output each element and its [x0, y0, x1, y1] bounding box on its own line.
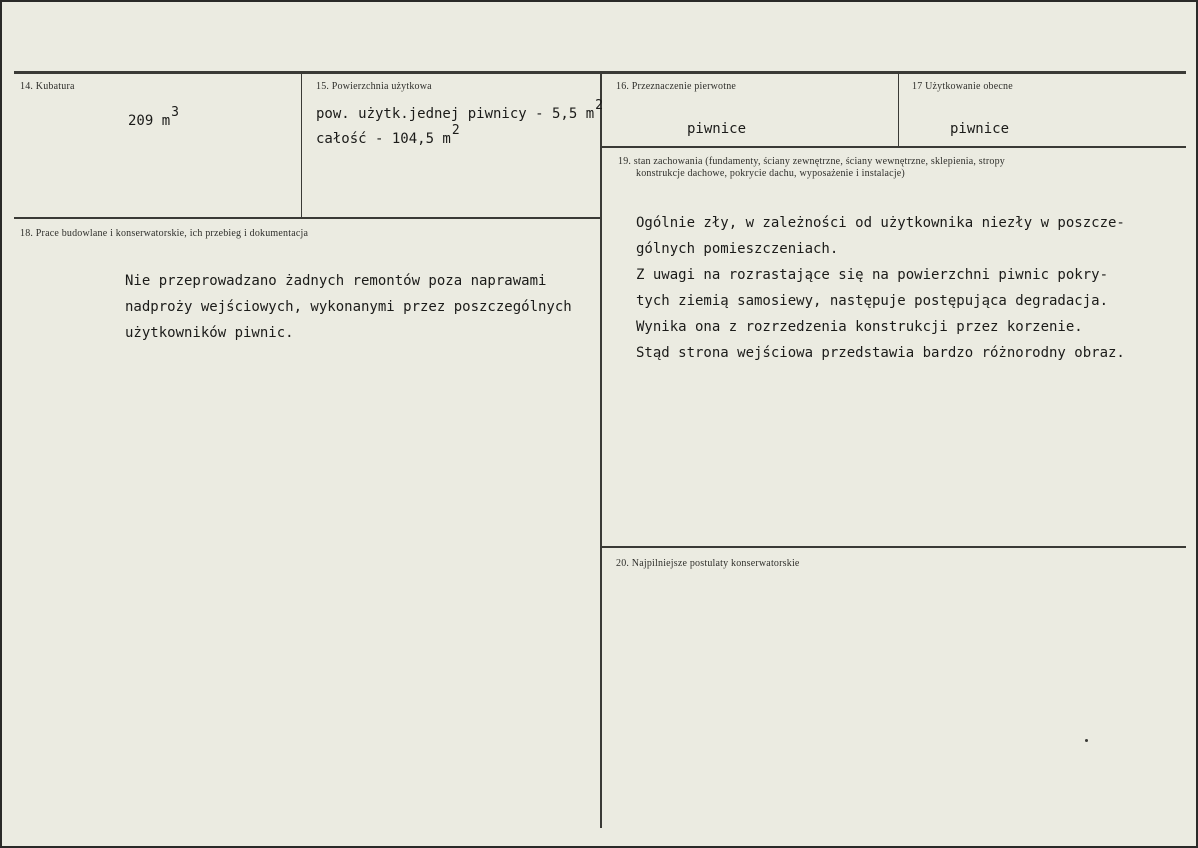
prace-label: 18. Prace budowlane i konserwatorskie, ich przebieg i dokumentacja: [20, 228, 309, 239]
postulaty-label: 20. Najpilniejsze postulaty konserwatorskie: [616, 558, 800, 569]
stan-zachowania-text: [636, 210, 1125, 366]
stan-zachowania-label-2: konstrukcje dachowe, pokrycie dachu, wyposażenie i instalacje): [636, 168, 905, 179]
ink-speck: [1085, 739, 1088, 742]
stan-zachowania-line: Stąd strona wejściowa przedstawia bardzo różnorodny obraz.: [636, 345, 1125, 361]
stan-zachowania-line: gólnych pomieszczeniach.: [636, 241, 839, 257]
divider-f16-f17: [898, 74, 899, 146]
prace-line: użytkowników piwnic.: [125, 325, 294, 341]
stan-zachowania-label-1: 19. stan zachowania (fundamenty, ściany zewnętrzne, ściany wewnętrzne, sklepienia, stropy: [618, 156, 1006, 167]
powierzchnia-line-1-exponent: 2: [595, 98, 603, 113]
prace-line: nadproży wejściowych, wykonanymi przez poszczególnych: [125, 299, 572, 315]
powierzchnia-line-1: [316, 98, 603, 122]
powierzchnia-line-2-text: całość - 104,5 m: [316, 131, 451, 147]
kubatura-value-exponent: 3: [171, 105, 179, 120]
powierzchnia-label: 15. Powierzchnia użytkowa: [316, 81, 432, 92]
powierzchnia-line-2: [316, 123, 460, 147]
rule-above-f20: [602, 546, 1186, 548]
rule-above-f18: [14, 217, 600, 219]
divider-left-right: [600, 74, 602, 828]
kubatura-value-text: 209 m: [128, 113, 171, 129]
powierzchnia-line-2-exponent: 2: [451, 123, 460, 138]
kubatura-value: [128, 105, 179, 129]
prace-text: [125, 268, 572, 346]
uzytkowanie-label: 17 Użytkowanie obecne: [912, 81, 1013, 92]
divider-f14-f15: [301, 74, 302, 218]
przeznaczenie-value: piwnice: [687, 121, 747, 137]
prace-line: Nie przeprowadzano żadnych remontów poza naprawami: [125, 273, 547, 289]
stan-zachowania-line: tych ziemią samosiewy, następuje postępująca degradacja.: [636, 293, 1109, 309]
uzytkowanie-value: piwnice: [950, 121, 1010, 137]
stan-zachowania-line: Z uwagi na rozrastające się na powierzchni piwnic pokry-: [636, 267, 1109, 283]
przeznaczenie-label: 16. Przeznaczenie pierwotne: [616, 81, 737, 92]
rule-above-f19: [602, 146, 1186, 148]
stan-zachowania-line: Wynika ona z rozrzedzenia konstrukcji przez korzenie.: [636, 319, 1083, 335]
stan-zachowania-line: Ogólnie zły, w zależności od użytkownika niezły w poszcze-: [636, 215, 1125, 231]
powierzchnia-line-1-text: pow. użytk.jednej piwnicy - 5,5 m: [316, 106, 595, 122]
kubatura-label: 14. Kubatura: [20, 81, 75, 92]
